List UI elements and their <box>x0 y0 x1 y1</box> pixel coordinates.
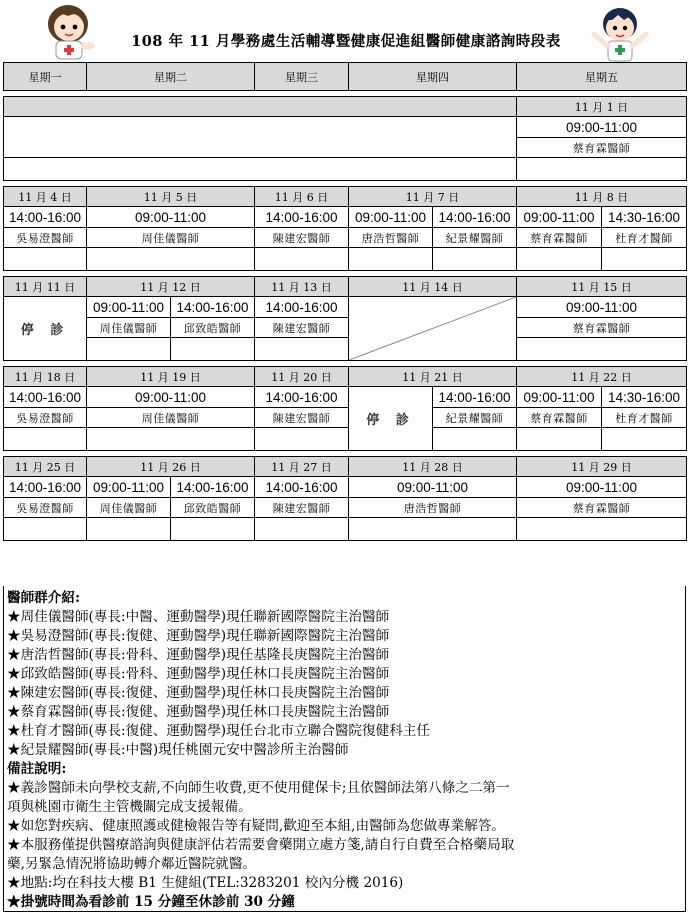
doctor-name: 唐浩哲醫師 <box>349 228 433 248</box>
doctor-name: 蔡育霖醫師 <box>517 228 602 248</box>
registration-time-line: ★掛號時間為看診前 15 分鐘至休診前 30 分鐘 <box>7 894 295 910</box>
date-cell: 11 月 29 日 <box>517 457 687 477</box>
doctor-name: 蔡育霖醫師 <box>517 408 602 428</box>
time-slot: 09:00-11:00 <box>517 297 687 318</box>
doctor-intro-line: ★吳易澄醫師(專長:復健、運動醫學)現任聯新國際醫院主治醫師 <box>7 628 390 644</box>
time-slot: 09:00-11:00 <box>87 297 171 318</box>
closed-notice: 停 診 <box>349 387 433 451</box>
date-row <box>4 187 687 207</box>
weekday-header: 星期三 <box>255 63 349 91</box>
page-title: 108 年 11 月學務處生活輔導暨健康促進組醫師健康諮詢時段表 <box>131 33 561 50</box>
time-slot: 09:00-11:00 <box>517 387 602 408</box>
date-cell: 11 月 1 日 <box>517 97 687 117</box>
time-slot: 14:30-16:00 <box>602 387 687 408</box>
remarks-heading: 備註說明: <box>7 761 67 777</box>
date-cell: 11 月 28 日 <box>349 457 517 477</box>
time-slot: 09:00-11:00 <box>517 117 687 138</box>
doctor-name: 唐浩哲醫師 <box>349 498 517 518</box>
doctor-intro-line: ★唐浩哲醫師(專長:骨科、運動醫學)現任基隆長庚醫院主治醫師 <box>7 647 390 663</box>
date-cell: 11 月 27 日 <box>255 457 349 477</box>
time-slot: 14:30-16:00 <box>602 207 687 228</box>
date-row <box>4 97 687 117</box>
weekday-header: 星期一 <box>4 63 87 91</box>
time-slot: 09:00-11:00 <box>349 207 433 228</box>
time-slot: 09:00-11:00 <box>87 477 171 498</box>
doctor-intro-line: ★周佳儀醫師(專長:中醫、運動醫學)現任聯新國際醫院主治醫師 <box>7 609 390 625</box>
date-cell: 11 月 19 日 <box>87 367 255 387</box>
doctor-name: 蔡育霖醫師 <box>517 138 687 158</box>
time-slot: 09:00-11:00 <box>349 477 517 498</box>
doctor-name: 紀景耀醫師 <box>433 228 517 248</box>
doctor-name: 邱致皓醫師 <box>171 318 255 338</box>
doctor-name: 陳建宏醫師 <box>255 318 349 338</box>
doctor-intro-line: ★陳建宏醫師(專長:復健、運動醫學)現任林口長庚醫院主治醫師 <box>7 685 390 701</box>
date-cell: 11 月 13 日 <box>255 277 349 297</box>
time-slot: 09:00-11:00 <box>87 387 255 408</box>
schedule-table <box>3 62 687 541</box>
time-slot: 14:00-16:00 <box>4 387 87 408</box>
time-slot: 14:00-16:00 <box>255 477 349 498</box>
time-slot: 09:00-11:00 <box>517 207 602 228</box>
doctor-intro-line: ★紀景耀醫師(專長:中醫)現任桃園元安中醫診所主治醫師 <box>7 742 349 758</box>
time-slot: 14:00-16:00 <box>433 387 517 408</box>
remark-line: ★義診醫師未向學校支薪,不向師生收費,更不使用健保卡;且依醫師法第八條之二第一 <box>7 780 510 796</box>
doctor-name: 陳建宏醫師 <box>255 228 349 248</box>
weekday-header-row <box>4 63 687 91</box>
doctor-name: 杜育才醫師 <box>602 408 687 428</box>
doctor-intro-line: ★邱致皓醫師(專長:骨科、運動醫學)現任林口長庚醫院主治醫師 <box>7 666 390 682</box>
doctor-name: 周佳儀醫師 <box>87 498 171 518</box>
date-cell: 11 月 11 日 <box>4 277 87 297</box>
doctor-name: 吳易澄醫師 <box>4 228 87 248</box>
remark-line: 藥,另緊急情況將協助轉介鄰近醫院就醫。 <box>7 856 257 872</box>
time-slot: 14:00-16:00 <box>433 207 517 228</box>
date-cell: 11 月 18 日 <box>4 367 87 387</box>
time-slot: 14:00-16:00 <box>255 387 349 408</box>
doctor-name: 周佳儀醫師 <box>87 228 255 248</box>
date-cell: 11 月 6 日 <box>255 187 349 207</box>
remark-line: ★如您對疾病、健康照護或健檢報告等有疑問,歡迎至本組,由醫師為您做專業解答。 <box>7 818 506 834</box>
doctor-name: 紀景耀醫師 <box>433 408 517 428</box>
date-cell: 11 月 26 日 <box>87 457 255 477</box>
closed-notice: 停 診 <box>4 297 87 361</box>
doctor-name: 吳易澄醫師 <box>4 498 87 518</box>
time-slot: 14:00-16:00 <box>4 477 87 498</box>
doctor-name: 吳易澄醫師 <box>4 408 87 428</box>
doctor-intro-line: ★杜育才醫師(專長:復健、運動醫學)現任台北市立聯合醫院復健科主任 <box>7 723 430 739</box>
boy-mascot-icon <box>584 4 656 64</box>
time-slot: 09:00-11:00 <box>87 207 255 228</box>
date-cell: 11 月 7 日 <box>349 187 517 207</box>
remark-line: ★地點:均在科技大樓 B1 生健組(TEL:3283201 校內分機 2016) <box>7 875 404 891</box>
date-row <box>4 457 687 477</box>
date-row <box>4 367 687 387</box>
date-row <box>4 277 687 297</box>
time-slot: 14:00-16:00 <box>4 207 87 228</box>
date-cell: 11 月 14 日 <box>349 277 517 297</box>
date-cell: 11 月 12 日 <box>87 277 255 297</box>
time-slot: 14:00-16:00 <box>171 297 255 318</box>
weekday-header: 星期二 <box>87 63 255 91</box>
doctor-intro-line: ★蔡育霖醫師(專長:復健、運動醫學)現任林口長庚醫院主治醫師 <box>7 704 390 720</box>
doctor-name: 邱致皓醫師 <box>171 498 255 518</box>
time-slot: 14:00-16:00 <box>255 207 349 228</box>
doctor-name: 蔡育霖醫師 <box>517 318 687 338</box>
empty-slot <box>4 117 517 158</box>
remark-line: ★本服務僅提供醫療諮詢與健康評估若需要會藥開立處方箋,請自行自費至合格藥局取 <box>7 837 515 853</box>
doctor-name: 周佳儀醫師 <box>87 408 255 428</box>
weekday-header: 星期四 <box>349 63 517 91</box>
doctor-name: 陳建宏醫師 <box>255 498 349 518</box>
doctor-name: 杜育才醫師 <box>602 228 687 248</box>
date-cell: 11 月 15 日 <box>517 277 687 297</box>
no-clinic-diagonal <box>349 297 517 361</box>
empty-date-cell <box>4 97 517 117</box>
date-cell: 11 月 20 日 <box>255 367 349 387</box>
date-cell: 11 月 25 日 <box>4 457 87 477</box>
time-slot: 14:00-16:00 <box>171 477 255 498</box>
doctor-name: 周佳儀醫師 <box>87 318 171 338</box>
time-slot: 14:00-16:00 <box>255 297 349 318</box>
time-slot: 09:00-11:00 <box>517 477 687 498</box>
date-cell: 11 月 8 日 <box>517 187 687 207</box>
date-cell: 11 月 22 日 <box>517 367 687 387</box>
doctor-intro-heading: 醫師群介紹: <box>7 590 80 606</box>
doctor-name: 蔡育霖醫師 <box>517 498 687 518</box>
weekday-header: 星期五 <box>517 63 687 91</box>
remark-line: 項與桃園市衛生主管機關完成支援報備。 <box>7 799 252 815</box>
date-cell: 11 月 21 日 <box>349 367 517 387</box>
date-cell: 11 月 4 日 <box>4 187 87 207</box>
notes-section <box>3 586 686 912</box>
date-cell: 11 月 5 日 <box>87 187 255 207</box>
page-header <box>0 0 690 62</box>
doctor-name: 陳建宏醫師 <box>255 408 349 428</box>
